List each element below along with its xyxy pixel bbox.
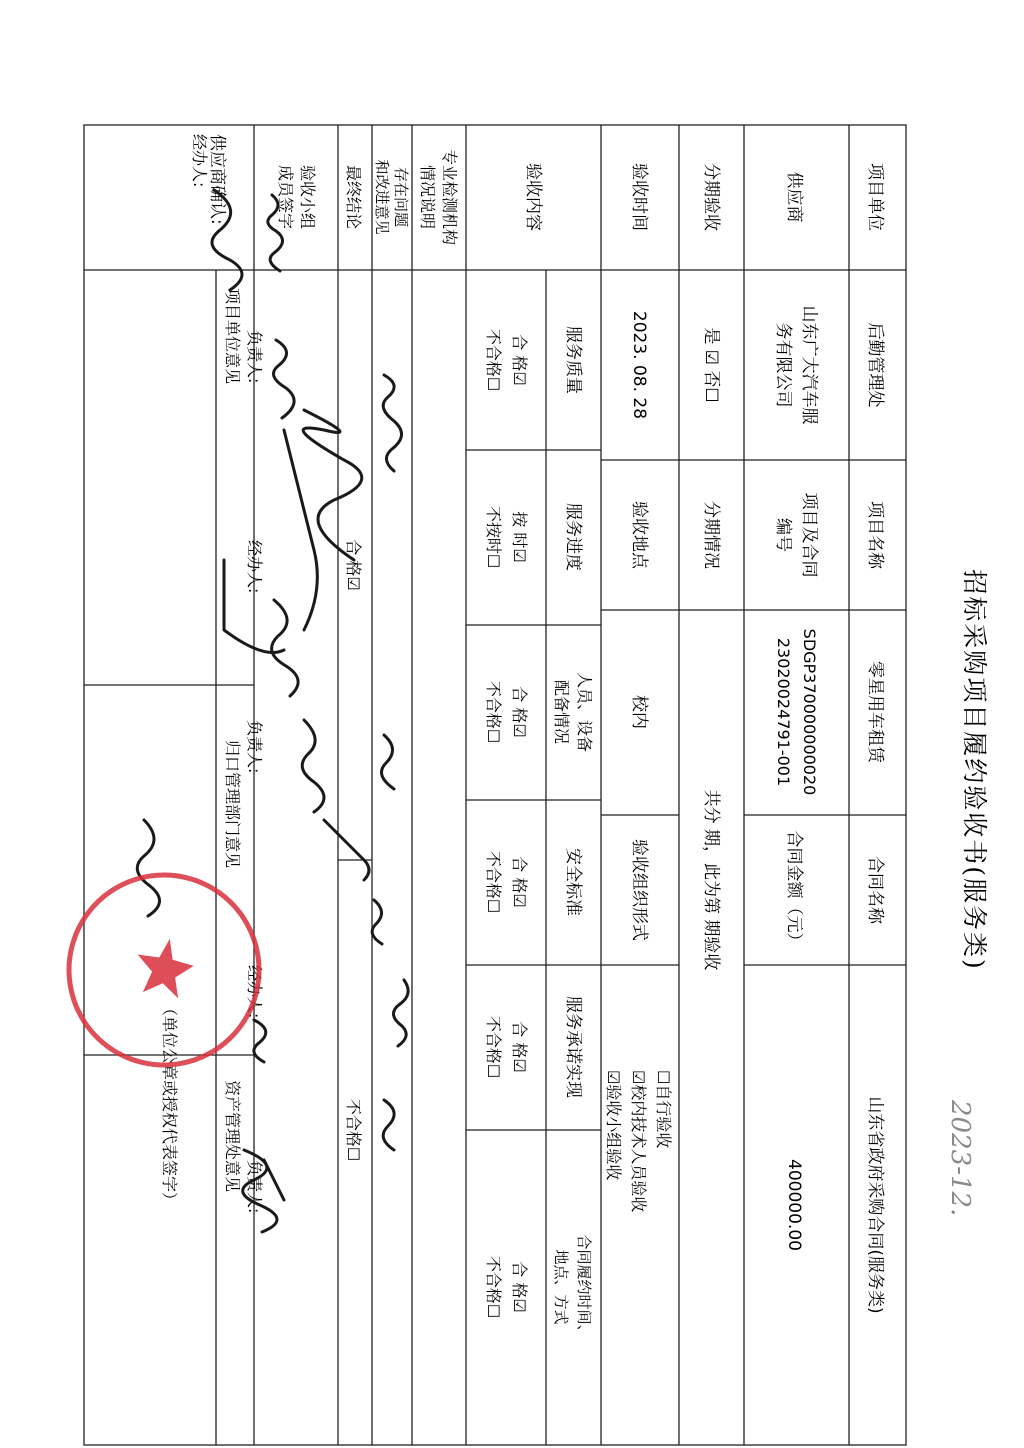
conclusion-pass: 合 格☑ [344, 539, 363, 591]
content-staff-title-line1: 人员、设备 [575, 671, 594, 753]
label-team-sign-line1: 验收小组 [298, 164, 317, 230]
opinion-unit-leader: 负责人: [245, 330, 264, 384]
conclusion-fail: 不合格☐ [344, 1098, 363, 1162]
content-promise-pass: 合 格☑ [510, 1021, 529, 1073]
content-timing-title-line1: 合同履约时间、 [575, 1234, 593, 1340]
opinion-dept-title: 归口管理部门意见 [223, 740, 242, 869]
label-content: 验收内容 [523, 163, 543, 231]
label-contract-amount: 合同金额（元） [784, 830, 804, 950]
content-schedule-pass: 按 时☑ [510, 511, 529, 563]
content-staff-title-line2: 配备情况 [552, 679, 571, 745]
opinion-dept-leader: 负责人: [245, 720, 264, 774]
margin-note: 2023-12. [945, 1100, 975, 1217]
opinion-unit-handler-2: 经办人: [245, 540, 264, 594]
value-supplier-line1: 山东广大汽车服 [799, 305, 819, 425]
rotated-page [57, 125, 989, 1445]
content-timing-pass: 合 格☑ [510, 1261, 529, 1313]
label-phase-info: 分期情况 [701, 501, 721, 569]
content-schedule-title: 服务进度 [563, 503, 583, 571]
content-promise-title: 服务承诺实现 [563, 996, 583, 1098]
label-issues-line2: 和改进意见 [373, 159, 391, 235]
content-staff-pass: 合 格☑ [510, 686, 529, 738]
label-issues-line1: 存在问题 [392, 166, 410, 228]
label-accept-place: 验收地点 [629, 501, 649, 569]
document-title: 招标采购项目履约验收书(服务类) [960, 569, 989, 971]
label-phased: 分期验收 [701, 163, 721, 231]
value-phase-info: 共分 期，此为第 期验收 [701, 789, 721, 971]
seal-star [136, 936, 198, 1003]
label-accept-time: 验收时间 [629, 163, 649, 231]
label-supplier: 供应商 [784, 171, 804, 223]
content-promise-fail: 不合格☐ [484, 1015, 503, 1079]
opinion-unit-title: 项目单位意见 [223, 287, 242, 385]
value-supplier-line2: 务有限公司 [773, 322, 793, 408]
supplier-seal-note: （单位公章或授权代表签字） [160, 1000, 179, 1209]
content-safety-pass: 合 格☑ [510, 856, 529, 908]
value-contract-no-line1: SDGP370000000020 [800, 628, 819, 796]
content-safety-fail: 不合格☐ [484, 850, 503, 914]
label-team-sign-line2: 成员签字 [276, 164, 295, 230]
label-conclusion: 最终结论 [344, 164, 363, 230]
option-team-accept: ☑验收小组验收 [604, 1070, 623, 1181]
value-project-unit: 后勤管理处 [865, 322, 885, 408]
value-contract-amount: 400000.00 [784, 1159, 804, 1251]
value-contract-no-line2: 23020024791-001 [774, 637, 793, 787]
content-timing-fail: 不合格☐ [484, 1255, 503, 1319]
content-quality-fail: 不合格☐ [484, 328, 503, 392]
value-accept-time: 2023. 08. 28 [629, 310, 649, 420]
content-quality-pass: 合 格☑ [510, 334, 529, 386]
option-self-accept: ☐自行验收 [654, 1070, 673, 1149]
value-accept-place: 校内 [629, 695, 649, 729]
label-contract-name: 合同名称 [865, 856, 885, 924]
opinion-asset-title: 资产管理处意见 [223, 1080, 242, 1193]
content-quality-title: 服务质量 [563, 326, 583, 394]
option-tech-accept: ☑校内技术人员验收 [629, 1070, 648, 1213]
label-inspection-line2: 情况说明 [418, 164, 437, 230]
value-project-name: 零星用车租赁 [865, 661, 885, 763]
content-staff-fail: 不合格☐ [484, 680, 503, 744]
label-contract-no-line1: 项目及合同 [799, 492, 819, 578]
label-contract-no-line2: 编号 [773, 518, 793, 552]
label-accept-form: 验收组织形式 [629, 839, 649, 941]
supplier-confirm-label: 供应商确认: [207, 134, 227, 225]
label-project-name: 项目名称 [865, 501, 885, 569]
opinion-asset-handler: 经办人: [245, 965, 264, 1019]
value-contract-name: 山东省政府采购合同(服务类) [865, 1096, 885, 1314]
opinion-unit-handler: 经办人: [190, 134, 209, 188]
content-schedule-fail: 不按时☐ [484, 505, 503, 569]
value-phased: 是 ☑ 否☐ [701, 327, 721, 403]
label-inspection-line1: 专业检测机构 [440, 148, 459, 246]
content-timing-title-line2: 地点、方式 [552, 1249, 570, 1325]
label-project-unit: 项目单位 [865, 163, 885, 231]
content-safety-title: 安全标准 [563, 848, 583, 916]
opinion-asset-leader: 负责人: [245, 1160, 264, 1214]
